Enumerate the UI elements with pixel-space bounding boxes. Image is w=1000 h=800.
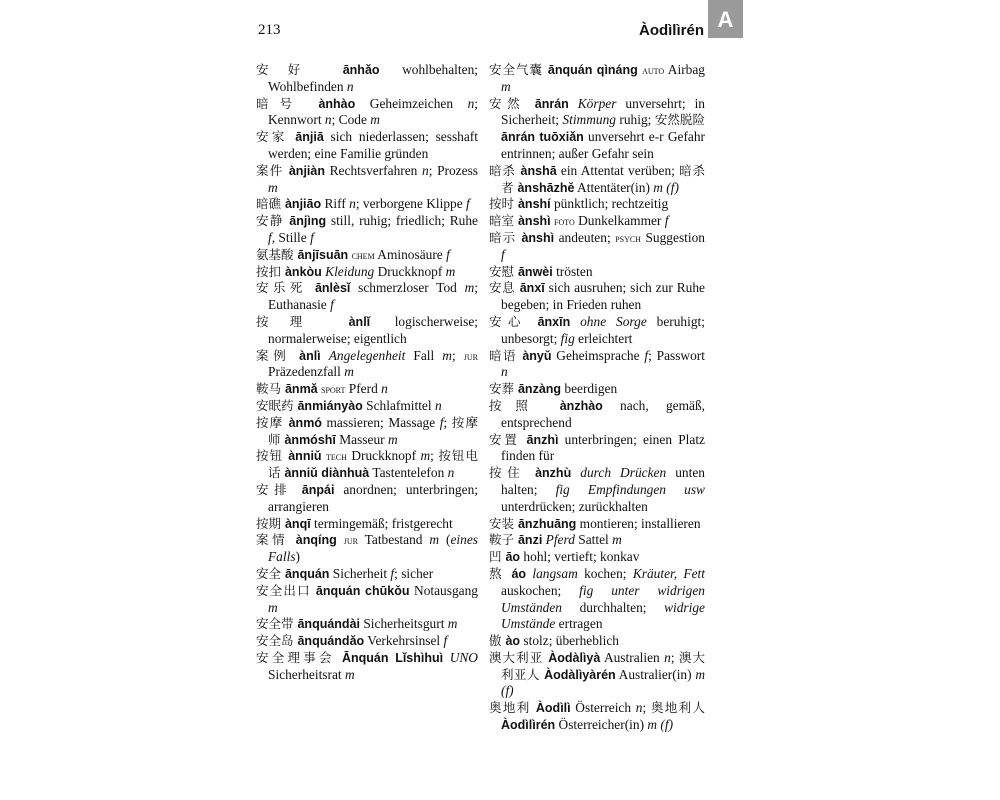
definition-text: ertragen — [555, 616, 603, 632]
dictionary-entry — [256, 566, 478, 583]
definition-text: ; — [642, 700, 651, 716]
dictionary-entry — [256, 129, 478, 163]
definition-text: unterdrücken; zurückhalten — [501, 498, 648, 514]
italic-text: m — [464, 280, 475, 296]
headword: 案情 — [256, 532, 296, 548]
dictionary-entry — [256, 381, 478, 398]
headword: 凹 — [489, 549, 506, 565]
right-column — [489, 62, 705, 734]
headword: 暗杀者 — [501, 162, 705, 195]
headword: 安全理事会 — [256, 649, 342, 665]
definition-text: Pferd — [345, 381, 382, 397]
definition-text: Tatbestand — [357, 532, 430, 548]
pinyin: ānrán tuōxiǎn — [501, 130, 584, 145]
headword: 暗号 — [256, 95, 319, 111]
pinyin: ānxī — [519, 281, 545, 296]
pinyin: ànzhào — [559, 398, 603, 413]
definition-text: Sicherheitsrat — [268, 666, 345, 682]
label-abbrev: jur — [343, 533, 358, 548]
pinyin: ānzi — [517, 533, 543, 548]
italic-text: m — [501, 78, 511, 94]
headword: 暗语 — [489, 347, 523, 363]
definition-text: sich ausruhen; sich zur Ruhe begeben; in Frieden ruhen — [501, 280, 705, 313]
definition-text: Rechtsverfahren — [324, 162, 423, 178]
dictionary-entry — [256, 650, 478, 684]
pinyin: ānjīsuān — [297, 247, 349, 262]
italic-text: f — [439, 414, 444, 430]
pinyin: ànniǔ — [288, 449, 322, 464]
italic-text: m — [420, 448, 431, 464]
definition-text: ; Euthanasie — [268, 280, 479, 313]
italic-text: Angelegenheit — [328, 347, 406, 363]
dictionary-entry — [256, 280, 478, 314]
pinyin: ànmóshī — [284, 432, 336, 447]
headword: 安然 — [489, 95, 535, 111]
definition-text: unversehrt e-r Gefahr entrinnen; außer Gefahr sein — [501, 129, 705, 161]
dictionary-entry — [489, 196, 705, 213]
italic-text: f — [310, 229, 314, 245]
definition-text: unversehrt; in Sicherheit; — [501, 95, 705, 128]
headword: 按住 — [489, 465, 536, 481]
italic-text: widrige Umstände — [501, 599, 705, 632]
definition-text — [570, 314, 580, 329]
definition-text: Sicherheit — [329, 565, 391, 581]
definition-text: Schlafmittel — [362, 397, 435, 413]
dictionary-entry — [489, 532, 705, 549]
headword: 按理 — [256, 313, 349, 329]
headword: 按期 — [256, 515, 285, 531]
pinyin: ànjiāo — [284, 197, 322, 212]
pinyin: ànshā — [520, 163, 557, 178]
dictionary-entry — [489, 633, 705, 650]
definition-text: pünktlich; rechtzeitig — [550, 196, 669, 212]
pinyin: Àodàlìyàrén — [544, 667, 616, 682]
italic-text: n — [635, 700, 643, 716]
headword: 按时 — [489, 196, 518, 212]
dictionary-entry — [256, 247, 478, 264]
definition-text: hohl; vertieft; konkav — [520, 549, 640, 565]
pinyin: ànzhù — [535, 466, 572, 481]
pinyin: ānzàng — [517, 382, 562, 397]
definition-text: Australier(in) — [615, 666, 696, 682]
headword: 安全 — [256, 565, 285, 581]
definition-text: Druckknopf — [346, 448, 421, 464]
italic-text: fig unter widrigen Umständen — [501, 582, 705, 615]
pinyin: ànqī — [284, 516, 311, 531]
dictionary-entry — [489, 163, 705, 197]
headword: 暗示 — [489, 229, 522, 245]
italic-text: n — [467, 95, 475, 111]
definition-text: Sicherheitsgurt — [360, 616, 448, 632]
dictionary-entry — [489, 213, 705, 230]
dictionary-entry — [256, 196, 478, 213]
headword: 安全带 — [256, 616, 298, 632]
definition-text: durchhalten; — [562, 599, 665, 615]
definition-text: ; — [451, 347, 464, 363]
headword: 鞍马 — [256, 381, 285, 397]
pinyin: ànjiàn — [288, 163, 325, 178]
definition-text: montieren; installieren — [576, 515, 701, 531]
label-abbrev: jur — [463, 348, 478, 363]
pinyin: ānpái — [301, 482, 335, 497]
headword: 按扣 — [256, 263, 285, 279]
pinyin: ānmǎ — [284, 382, 318, 397]
definition-text: andeuten; — [554, 229, 616, 245]
dictionary-entry — [256, 516, 478, 533]
italic-text: m — [268, 179, 278, 195]
pinyin: ānquándài — [297, 617, 360, 632]
pinyin: ànkòu — [284, 264, 322, 279]
label-abbrev: auto — [642, 63, 665, 77]
italic-text: Stimmung — [562, 112, 616, 128]
headword: 案件 — [256, 162, 289, 178]
dictionary-entry — [489, 230, 705, 264]
headword: 按照 — [489, 397, 560, 413]
headword: 奥地利 — [489, 700, 536, 716]
dictionary-entry — [489, 348, 705, 382]
pinyin: ànhào — [318, 96, 356, 111]
definition-text: ( — [439, 532, 451, 548]
definition-text: ; Prozess — [428, 162, 478, 178]
dictionary-entry — [256, 314, 478, 348]
definition-text: still, ruhig; friedlich; Ruhe — [326, 213, 478, 229]
pinyin: Àodìlì — [535, 701, 571, 716]
headword: 安装 — [489, 515, 518, 531]
italic-text: Kräuter, Fett — [632, 565, 705, 581]
headword: 暗室 — [489, 213, 518, 229]
definition-text: auskochen; — [501, 582, 580, 598]
dictionary-entry — [489, 432, 705, 466]
definition-text: ) — [295, 549, 300, 565]
italic-text: m — [344, 364, 354, 380]
headword: 安葬 — [489, 381, 518, 397]
label-abbrev: sport — [321, 382, 346, 397]
pinyin: Àodìlìrén — [501, 718, 556, 733]
left-column — [256, 62, 478, 683]
definition-text: sich niederlassen; sesshaft werden; eine Familie gründen — [268, 129, 478, 161]
definition-text: ; — [430, 448, 439, 464]
italic-text: m — [429, 532, 440, 548]
headword: 安心 — [489, 313, 538, 329]
headword: 熬 — [489, 565, 512, 581]
headword: 按摩 — [256, 414, 289, 430]
italic-text: m — [447, 616, 458, 632]
definition-text: trösten — [552, 263, 593, 279]
definition-text: ; Code — [331, 112, 371, 128]
definition-text: Geheimsprache — [551, 347, 645, 363]
headword: 安置 — [489, 431, 527, 447]
pinyin: ànshí — [517, 197, 551, 212]
pinyin: ào — [505, 634, 521, 649]
dictionary-entry — [256, 532, 478, 566]
definition-text: ; sicher — [394, 565, 434, 581]
italic-text: f — [466, 196, 470, 212]
dictionary-entry — [256, 96, 478, 130]
dictionary-entry — [256, 482, 478, 516]
definition-text: ; verborgene Klippe — [355, 196, 467, 212]
pinyin: ānrán — [534, 96, 569, 111]
dictionary-entry — [489, 650, 705, 700]
definition-text: kochen; — [577, 565, 633, 581]
pinyin: ànniǔ diànhuà — [284, 466, 370, 481]
definition-text: beruhigt; unbesorgt; — [501, 313, 705, 346]
headword: 安全气囊 — [489, 62, 548, 77]
definition-text: Attentäter(in) — [574, 179, 654, 195]
italic-text: durch Drücken — [580, 465, 667, 481]
definition-text: , Stille — [271, 229, 311, 245]
dictionary-entry — [256, 62, 478, 96]
italic-text: n — [447, 465, 455, 481]
pinyin: ānhǎo — [342, 63, 380, 77]
headword: 安静 — [256, 213, 290, 229]
dictionary-entry — [489, 314, 705, 348]
pinyin: ànyǔ — [522, 348, 552, 363]
pinyin: ànshì — [517, 214, 551, 229]
definition-text: Suggestion — [640, 229, 705, 245]
italic-text: Kleidung — [325, 263, 375, 279]
headword: 安全出口 — [256, 582, 316, 598]
pinyin: ānquándǎo — [297, 634, 365, 649]
headword: 按摩师 — [268, 414, 478, 447]
definition-text: schmerzloser Tod — [350, 280, 465, 296]
thumb-index-tab: A — [708, 0, 743, 38]
definition-text: massieren; Massage — [321, 414, 440, 430]
pinyin: ānquán chūkǒu — [315, 583, 410, 598]
italic-text: n — [346, 78, 354, 94]
definition-text: Sattel — [574, 532, 613, 548]
pinyin: āo — [505, 550, 521, 565]
definition-text: Fall — [405, 347, 443, 363]
definition-text: ruhig; — [616, 112, 655, 128]
headword: 安全岛 — [256, 633, 298, 649]
italic-text: n — [349, 196, 356, 212]
definition-text: Airbag — [664, 62, 705, 77]
italic-text: f — [644, 347, 649, 363]
headword: 鞍子 — [489, 532, 518, 548]
definition-text: Australien — [600, 649, 665, 665]
definition-text: Präzedenzfall — [268, 364, 345, 380]
label-abbrev: tech — [326, 449, 347, 464]
pinyin: ānquán — [284, 566, 330, 581]
definition-text: Verkehrsinsel — [364, 633, 444, 649]
definition-text — [337, 532, 344, 547]
headword: 按钮电话 — [268, 448, 478, 481]
dictionary-entry — [489, 381, 705, 398]
italic-text: n — [381, 381, 388, 397]
italic-text: f — [664, 213, 669, 229]
dictionary-entry — [256, 448, 478, 482]
italic-text: f — [443, 633, 448, 649]
definition-text: Tastentelefon — [369, 465, 448, 481]
pinyin: ānwèi — [517, 264, 553, 279]
pinyin: áo — [511, 566, 527, 581]
italic-text: langsam — [532, 565, 578, 581]
dictionary-entry — [489, 398, 705, 432]
definition-text: Geheimzeichen — [355, 95, 468, 111]
italic-text: Pferd — [545, 532, 575, 548]
italic-text: m (f) — [647, 717, 674, 733]
dictionary-entry — [256, 348, 478, 382]
pinyin: ānmiányào — [297, 398, 363, 413]
pinyin: ānzhuāng — [517, 516, 577, 531]
dictionary-entry — [256, 616, 478, 633]
dictionary-entry — [489, 516, 705, 533]
dictionary-entry — [256, 633, 478, 650]
italic-text: Körper — [577, 95, 617, 111]
pinyin: ànlǐ — [348, 314, 371, 329]
definition-text: Österreicher(in) — [555, 717, 648, 733]
italic-text: m — [442, 347, 452, 363]
definition-text: Notausgang — [409, 582, 478, 598]
italic-text: f — [390, 565, 395, 581]
headword: 按钮 — [256, 448, 289, 464]
dictionary-entry — [256, 583, 478, 617]
pinyin: Àodàlìyà — [548, 650, 601, 665]
definition-text: Österreich — [570, 700, 636, 716]
definition-text: unterbringen; einen Platz finden für — [501, 431, 705, 464]
definition-text: Dunkelkammer — [574, 213, 665, 229]
definition-text: anordnen; unterbringen; arrangieren — [268, 481, 478, 514]
definition-text: termingemäß; fristgerecht — [310, 515, 453, 531]
italic-text: ohne Sorge — [580, 313, 647, 329]
italic-text: m (f) — [501, 666, 705, 699]
italic-text: fig Empfindungen usw — [555, 481, 705, 497]
headword: 安排 — [256, 481, 302, 497]
dictionary-entry — [489, 549, 705, 566]
italic-text: m — [344, 666, 355, 682]
dictionary-entry — [489, 700, 705, 734]
pinyin: ānxīn — [537, 314, 571, 329]
italic-text: f — [501, 246, 505, 262]
dictionary-entry — [256, 213, 478, 247]
italic-text: m — [387, 431, 398, 447]
pinyin: ānzhì — [526, 432, 559, 447]
headword: 奥地利人 — [650, 700, 705, 716]
definition-text — [571, 465, 580, 480]
definition-text: nach, gemäß, entsprechend — [501, 397, 705, 430]
running-head: Àodìlìrén — [638, 22, 704, 39]
label-abbrev: foto — [554, 214, 575, 229]
definition-text: beerdigen — [561, 381, 618, 397]
pinyin: ānquán qìnáng — [547, 63, 638, 77]
definition-text: ; — [670, 649, 679, 665]
italic-text: n — [501, 364, 508, 380]
headword: 安慰 — [489, 263, 518, 279]
headword: 安然脱险 — [654, 112, 705, 128]
pinyin: ānjìng — [289, 214, 327, 229]
italic-text: m — [268, 599, 278, 615]
definition-text — [569, 96, 578, 111]
italic-text: n — [324, 112, 332, 128]
italic-text: eines Falls — [268, 532, 478, 565]
headword: 安家 — [256, 129, 296, 145]
headword: 傲 — [489, 633, 506, 649]
pinyin: ànshāzhě — [517, 180, 575, 195]
definition-text: Aminosäure — [374, 246, 447, 262]
italic-text: m — [612, 532, 622, 548]
definition-text: logischerweise; normalerweise; eigentlich — [268, 313, 479, 346]
definition-text: ein Attentat verüben; — [556, 162, 680, 178]
italic-text: f — [268, 229, 272, 245]
italic-text: m (f) — [653, 179, 679, 195]
headword: 安好 — [256, 62, 343, 77]
definition-text: erleichtert — [574, 330, 633, 346]
definition-text: Druckknopf — [374, 263, 446, 279]
definition-text: unten halten; — [501, 465, 705, 497]
dictionary-entry — [489, 465, 705, 515]
headword: 安息 — [489, 280, 520, 296]
pinyin: ànlì — [299, 348, 321, 363]
headword: 澳大利亚人 — [501, 649, 705, 682]
headword: 暗礁 — [256, 196, 285, 212]
pinyin: ànqíng — [295, 533, 337, 548]
definition-text: ; — [443, 414, 452, 430]
headword: 安乐死 — [256, 280, 315, 296]
pinyin: Ānquán Lǐshìhuì — [341, 650, 444, 665]
pinyin: ànshì — [521, 230, 555, 245]
italic-text: m — [445, 263, 456, 279]
italic-text: f — [330, 297, 334, 313]
label-abbrev: psych — [615, 230, 641, 245]
definition-text — [321, 348, 329, 363]
dictionary-entry — [489, 264, 705, 281]
headword: 氨基酸 — [256, 246, 298, 262]
pinyin: ànmó — [288, 415, 322, 430]
italic-text: n — [422, 162, 429, 178]
italic-text: UNO — [449, 649, 478, 665]
definition-text: stolz; überheblich — [520, 633, 619, 649]
definition-text: wohlbehalten; Wohlbefinden — [268, 62, 478, 94]
italic-text: f — [446, 246, 450, 262]
italic-text: fig — [560, 330, 575, 346]
italic-text: m — [370, 112, 380, 128]
headword: 澳大利亚 — [489, 649, 549, 665]
page-number: 213 — [258, 22, 281, 38]
definition-text: ; Kennwort — [268, 95, 478, 128]
dictionary-entry — [256, 264, 478, 281]
dictionary-entry — [489, 280, 705, 314]
dictionary-entry — [256, 398, 478, 415]
pinyin: ānjiā — [295, 130, 324, 145]
headword: 案例 — [256, 347, 300, 363]
italic-text: n — [664, 649, 671, 665]
dictionary-entry — [256, 415, 478, 449]
headword: 安眠药 — [256, 397, 298, 413]
dictionary-entry — [489, 566, 705, 633]
definition-text: Masseur — [335, 431, 388, 447]
definition-text — [443, 650, 450, 665]
dictionary-entry — [489, 96, 705, 163]
headword: 暗杀 — [489, 162, 521, 178]
definition-text: Riff — [321, 196, 350, 212]
label-abbrev: chem — [351, 247, 375, 262]
italic-text: n — [434, 397, 442, 413]
dictionary-entry — [256, 163, 478, 197]
dictionary-entry — [489, 62, 705, 96]
pinyin: ānlèsǐ — [314, 281, 351, 296]
definition-text: ; Passwort — [648, 347, 705, 363]
